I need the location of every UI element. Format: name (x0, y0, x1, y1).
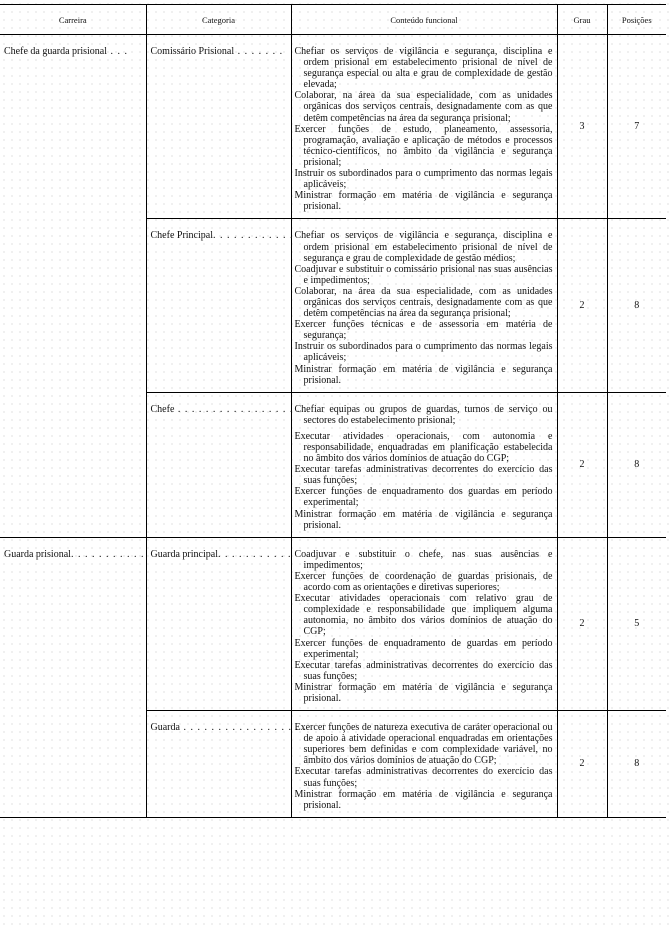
function-item: Instruir os subordinados para o cumprimento das normas legais aplicáveis; (294, 168, 553, 191)
careers-table (0, 4, 666, 818)
conteudo-funcional-cell (291, 35, 557, 219)
conteudo-funcional-cell (291, 711, 557, 818)
function-item: Exercer funções técnicas e de assessoria em matéria de segurança; (294, 319, 553, 342)
function-item: Exercer funções de enquadramento de guardas em período experimental; (294, 637, 553, 660)
function-item: Instruir os subordinados para o cumprimento das normas legais aplicáveis; (294, 341, 553, 364)
function-item: Ministrar formação em matéria de vigilância e segurança prisional. (294, 190, 553, 213)
posicoes-value: 5 (607, 537, 666, 710)
leader-dots: . . . (107, 46, 129, 57)
function-item: Executar tarefas administrativas decorrentes do exercício das suas funções; (294, 659, 553, 682)
function-item: Executar tarefas administrativas decorrentes do exercício das suas funções; (294, 766, 553, 789)
function-item: Executar tarefas administrativas decorrentes do exercício das suas funções; (294, 464, 553, 487)
categoria-name: Comissário Prisional (150, 46, 235, 57)
header-categoria: Categoria (146, 5, 291, 35)
function-item: Ministrar formação em matéria de vigilância e segurança prisional. (294, 508, 553, 531)
function-item: Executar atividades operacionais com relativo grau de complexidade e responsabilidade que impliquem alguma autonomia, no âmbito dos vários domínios de atuação do CGP; (294, 593, 553, 638)
function-item: Chefiar os serviços de vigilância e segurança, disciplina e ordem prisional em estabelecimento prisional de nível de segurança e grau de complexidade de gestão médios; (294, 230, 553, 264)
leader-dots: . . . . . . . . . . . (70, 548, 145, 560)
grau-value: 3 (557, 35, 607, 219)
categoria-name: Guarda (150, 722, 180, 734)
function-item: Exercer funções de enquadramento dos guardas em período experimental; (294, 486, 553, 509)
leader-dots: . . . . . . . . . . . . . . . . . . (179, 722, 306, 734)
posicoes-value: 7 (607, 35, 666, 219)
function-item: Coadjuvar e substituir o comissário prisional nas suas ausências e impedimentos; (294, 263, 553, 286)
function-item: Colaborar, na área da sua especialidade, com as unidades orgânicas dos serviços centrais, designadamente com as que detêm competências na área da segurança prisional; (294, 285, 553, 320)
function-item: Exercer funções de coordenação de guardas prisionais, de acordo com as orientações e diretivas superiores; (294, 570, 553, 594)
leader-dots: . . . . . . . . . . . . (212, 230, 294, 242)
carreira-cell (0, 711, 146, 818)
conteudo-funcional-cell (291, 219, 557, 392)
leader-dots: . . . . . . . . . . . (217, 548, 292, 560)
carreira-cell (0, 392, 146, 537)
categoria-cell (146, 35, 291, 219)
table-row (0, 219, 666, 392)
function-item: Ministrar formação em matéria de vigilância e segurança prisional. (294, 788, 553, 811)
grau-value: 2 (557, 219, 607, 392)
function-item: Ministrar formação em matéria de vigilância e segurança prisional. (294, 363, 553, 386)
function-item: Ministrar formação em matéria de vigilância e segurança prisional. (294, 681, 553, 704)
table-header-row (0, 5, 666, 35)
carreira-cell (0, 35, 146, 219)
carreira-name: Chefe da guarda prisional (4, 46, 108, 57)
categoria-name: Guarda principal (150, 548, 218, 560)
carreira-cell (0, 537, 146, 710)
function-item: Exercer funções de natureza executiva de caráter operacional ou de apoio à atividade operacional enquadradas em orientações superiores bem definidas e com complexidade variável, no âmbito dos vários domínios de atuação do CGP; (294, 722, 553, 767)
function-item: Executar atividades operacionais, com autonomia e responsabilidade, enquadradas em planificação estabelecida no âmbito dos vários domínios de atuação do CGP; (294, 430, 553, 465)
leader-dots: . . . . . . . . . . . . . . . . . . . (174, 403, 308, 415)
function-item: Chefiar os serviços de vigilância e segurança, disciplina e ordem prisional em estabelecimento prisional de nível de segurança especial ou alta e grau de complexidade de gestão elevada; (294, 46, 553, 91)
function-item: Colaborar, na área da sua especialidade, com as unidades orgânicas dos serviços centrais, designadamente com as que detêm competências na área da segurança prisional; (294, 90, 553, 124)
posicoes-value: 8 (607, 711, 666, 818)
categoria-cell (146, 537, 291, 710)
table-row (0, 711, 666, 818)
carreira-name: Guarda prisional (4, 548, 71, 560)
categoria-cell (146, 219, 294, 392)
table-row (0, 537, 666, 710)
posicoes-value: 8 (607, 219, 666, 392)
table-row (0, 35, 666, 219)
header-carreira: Carreira (0, 5, 146, 35)
categoria-name: Chefe Principal (150, 230, 213, 242)
table-row (0, 392, 666, 537)
categoria-name: Chefe (150, 403, 175, 415)
header-grau: Grau (557, 5, 607, 35)
header-posicoes: Posições (607, 5, 666, 35)
posicoes-value: 8 (607, 392, 666, 537)
grau-value: 2 (557, 537, 607, 710)
grau-value: 2 (557, 711, 607, 818)
categoria-cell (146, 711, 306, 818)
grau-value: 2 (557, 392, 607, 537)
conteudo-funcional-cell (291, 537, 557, 710)
conteudo-funcional-cell (291, 392, 557, 537)
categoria-cell (146, 392, 308, 537)
carreira-cell (0, 219, 146, 392)
function-item: Coadjuvar e substituir o chefe, nas suas ausências e impedimentos; (294, 548, 553, 571)
leader-dots: . . . . . . . (234, 46, 284, 57)
function-item: Exercer funções de estudo, planeamento, assessoria, programação, avaliação e aplicação de métodos e processos técnico-científicos, no âmbito da vigilância e segurança prisional; (294, 123, 553, 168)
function-item: Chefiar equipas ou grupos de guardas, turnos de serviço ou sectores do estabelecimento prisional; (294, 403, 553, 426)
header-conteudo-funcional: Conteúdo funcional (291, 5, 557, 35)
